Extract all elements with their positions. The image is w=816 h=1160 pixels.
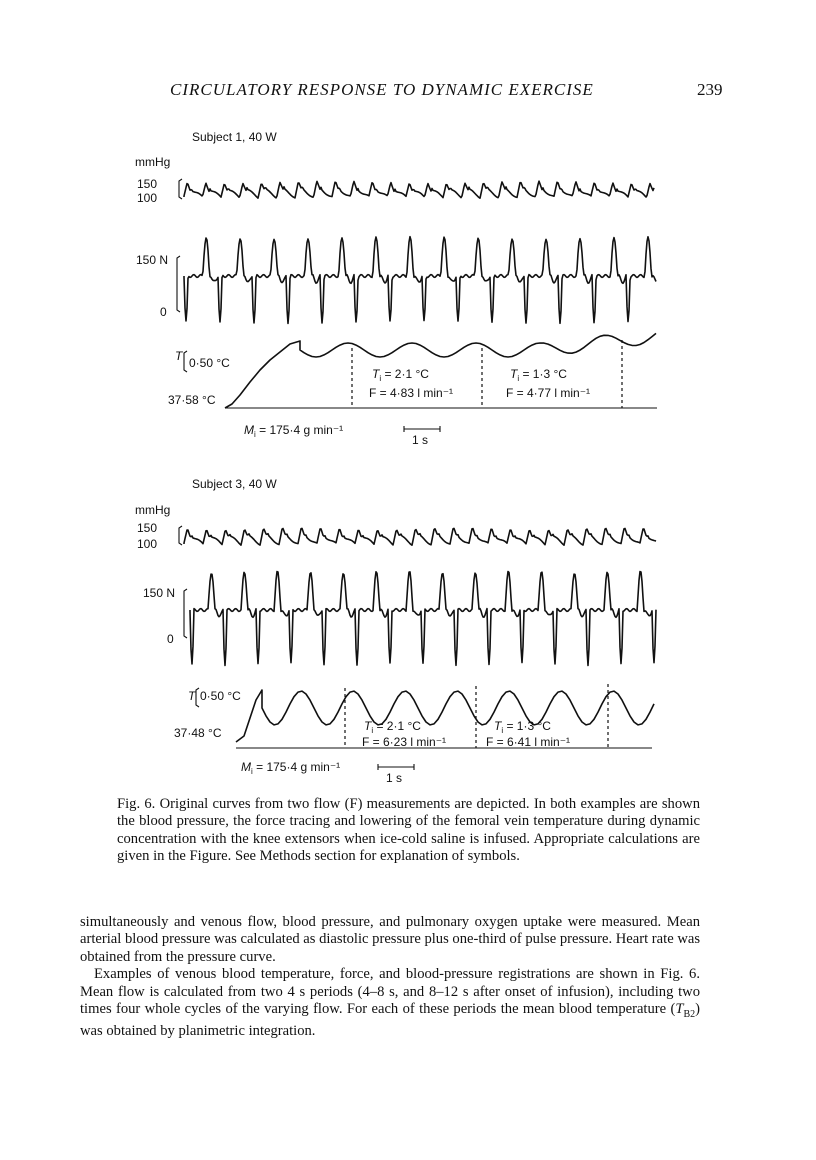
tb2-subscript: B2 — [683, 1008, 696, 1020]
subject-label: Subject 3, 40 W — [192, 477, 277, 491]
pressure-unit-label: mmHg — [135, 155, 171, 169]
temperature-symbol: T — [188, 689, 196, 703]
force-high-label: 150 N — [143, 586, 176, 600]
pressure-high-label: 150 — [137, 521, 158, 535]
force-scale-bracket — [177, 256, 180, 312]
period-2-temperature: $T_i = 1\cdot 3$ °C — [494, 719, 551, 735]
force-scale-bracket — [184, 589, 187, 638]
caption-text: Fig. 6. Original curves from two flow (F) measurements are depicted. In both examples are shown the blood pressure, the force tracing and lowering of the femoral vein temperature during dynamic concentration with the knee extensors when ice-cold saline is infused. Appropriate calculations are given in the Figure. See Methods section for explanation of symbols. — [117, 796, 700, 865]
time-scale-bar — [404, 426, 440, 432]
force-low-label: 0 — [167, 632, 174, 646]
period-1-temperature: $T_i = 2\cdot 1$ °C — [364, 719, 421, 735]
time-scale-bar — [378, 764, 414, 770]
blood-pressure-trace — [184, 181, 654, 198]
period-2-flow: F = 6·41 l min⁻¹ — [486, 735, 571, 749]
paragraph-2-text: Examples of venous blood temperature, force, and blood-pressure registrations are shown in Fig. 6. Mean flow is calculated from two 4 s periods (4–8 s, and 8–12 s after onset of infusion), including two times four whole cycles of the varying flow. For each of these periods the mean blood temperature ( — [80, 966, 700, 1018]
pressure-scale-bracket — [179, 526, 182, 545]
pressure-high-label: 150 — [137, 177, 158, 191]
blood-pressure-trace — [184, 528, 656, 545]
tb2-symbol: T — [675, 1001, 684, 1018]
force-low-label: 0 — [160, 305, 167, 319]
force-trace — [184, 237, 656, 324]
temperature-scale-bracket — [196, 688, 199, 707]
temperature-scale-label: 0·50 °C — [200, 689, 241, 703]
temperature-scale-bracket — [184, 351, 187, 372]
running-title: CIRCULATORY RESPONSE TO DYNAMIC EXERCISE — [170, 80, 594, 99]
pressure-low-label: 100 — [137, 537, 158, 551]
temperature-baseline-label: 37·58 °C — [168, 393, 216, 407]
time-scale-label: 1 s — [386, 771, 403, 785]
page-number: 239 — [697, 80, 723, 99]
temperature-scale-label: 0·50 °C — [189, 356, 230, 370]
time-scale-label: 1 s — [412, 433, 429, 447]
paragraph-1: simultaneously and venous flow, blood pressure, and pulmonary oxygen uptake were measured. Mean arterial blood pressure was calculated as diastolic pressure plus one-third of pulse pressure. Heart rate was obtained from the pressure curve. — [80, 914, 701, 965]
figure-caption — [117, 796, 700, 866]
paragraph-2 — [80, 966, 700, 1041]
panel-subject-1 — [135, 130, 657, 447]
period-1-temperature: $T_i = 2\cdot 1$ °C — [372, 367, 429, 383]
period-1-flow: F = 6·23 l min⁻¹ — [362, 735, 447, 749]
period-2-temperature: $T_i = 1\cdot 3$ °C — [510, 367, 567, 383]
force-high-label: 150 N — [136, 253, 169, 267]
pressure-low-label: 100 — [137, 191, 158, 205]
paragraph-2-end: ) was obtained by planimetric integration. — [80, 1001, 700, 1040]
infusion-rate-label: $M_i = 175\cdot 4$ g min⁻¹ — [241, 760, 341, 776]
temperature-symbol: T — [175, 349, 183, 363]
pressure-unit-label: mmHg — [135, 503, 171, 517]
infusion-rate-label: $M_i = 175\cdot 4$ g min⁻¹ — [244, 423, 344, 439]
panel-subject-3 — [135, 477, 656, 785]
pressure-scale-bracket — [179, 179, 182, 199]
period-1-flow: F = 4·83 l min⁻¹ — [369, 386, 454, 400]
subject-label: Subject 1, 40 W — [192, 130, 277, 144]
period-2-flow: F = 4·77 l min⁻¹ — [506, 386, 591, 400]
body-text — [80, 914, 700, 1041]
force-trace — [190, 572, 656, 666]
temperature-baseline-label: 37·48 °C — [174, 726, 222, 740]
